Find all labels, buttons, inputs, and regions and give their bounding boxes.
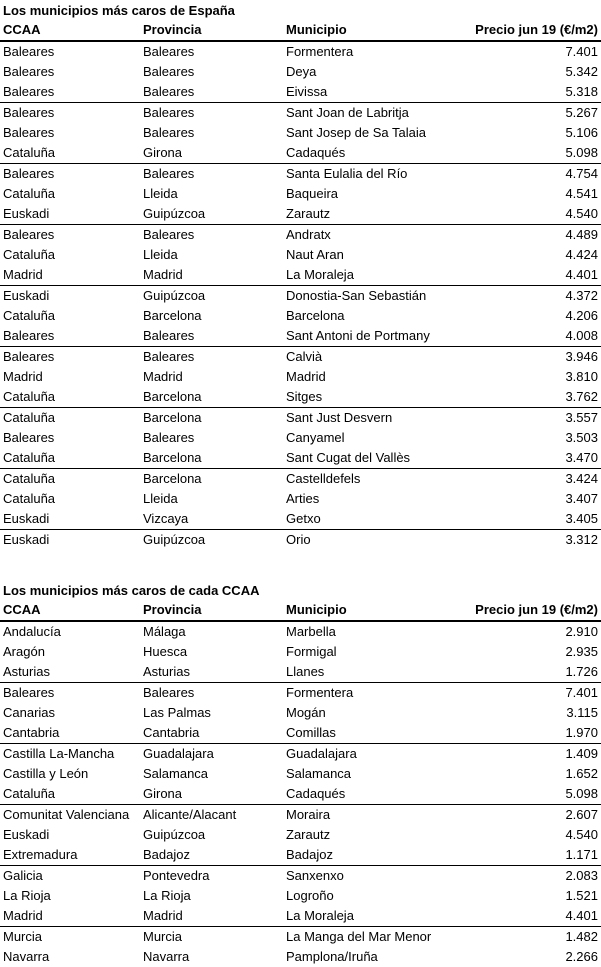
cell-ccaa: Cataluña <box>0 143 143 164</box>
cell-provincia: Lleida <box>143 186 178 201</box>
table-row <box>0 82 601 103</box>
cell-municipio: Andratx <box>286 227 331 242</box>
cell-municipio: Cadaqués <box>286 784 471 805</box>
cell-provincia: Baleares <box>143 349 195 364</box>
cell-ccaa: Euskadi <box>3 827 50 842</box>
table-row <box>0 408 601 429</box>
table-row <box>0 62 601 82</box>
cell-provincia: Salamanca <box>143 766 209 781</box>
cell-municipio: Cadaqués <box>286 143 471 164</box>
cell-precio: 4.541 <box>565 186 598 201</box>
cell-provincia: Badajoz <box>143 845 286 866</box>
table-row <box>0 703 601 723</box>
cell-provincia: Guipúzcoa <box>143 827 206 842</box>
cell-provincia: Huesca <box>143 644 188 659</box>
cell-municipio: Llanes <box>286 662 471 683</box>
cell-precio: 2.083 <box>565 868 598 883</box>
cell-provincia: Baleares <box>143 166 195 181</box>
table-row <box>0 469 601 490</box>
cell-provincia: Barcelona <box>143 448 286 469</box>
cell-precio: 5.098 <box>471 143 601 164</box>
table-row <box>0 164 601 185</box>
cell-municipio: Logroño <box>286 888 334 903</box>
cell-provincia: Pontevedra <box>143 868 210 883</box>
cell-precio: 1.171 <box>471 845 601 866</box>
table-row <box>0 845 601 866</box>
cell-provincia: Baleares <box>143 64 195 79</box>
table-row <box>0 784 601 805</box>
cell-precio: 4.489 <box>565 227 598 242</box>
cell-municipio: Sant Joan de Labritja <box>286 105 409 120</box>
cell-ccaa: Galicia <box>3 868 43 883</box>
table-row <box>0 530 601 551</box>
cell-precio: 3.470 <box>471 448 601 469</box>
cell-provincia: Girona <box>143 784 286 805</box>
cell-provincia: Murcia <box>143 929 183 944</box>
table-row <box>0 642 601 662</box>
cell-precio: 3.810 <box>565 369 598 384</box>
cell-ccaa: Baleares <box>3 125 55 140</box>
table-row <box>0 866 601 887</box>
cell-municipio: Formentera <box>286 44 354 59</box>
cell-precio: 3.312 <box>565 532 598 547</box>
table-row <box>0 41 601 62</box>
table-row <box>0 886 601 906</box>
table-row <box>0 245 601 265</box>
cell-ccaa: Cataluña <box>3 410 56 425</box>
cell-ccaa: Murcia <box>3 929 43 944</box>
cell-municipio: Zarautz <box>286 204 471 225</box>
cell-provincia: Baleares <box>143 44 195 59</box>
cell-precio: 3.762 <box>471 387 601 408</box>
cell-ccaa: Baleares <box>3 64 55 79</box>
cell-provincia: Barcelona <box>143 387 286 408</box>
table-row <box>0 683 601 704</box>
cell-precio: 3.405 <box>471 509 601 530</box>
cell-municipio: Getxo <box>286 509 471 530</box>
cell-municipio: Naut Aran <box>286 247 344 262</box>
cell-precio: 4.401 <box>471 265 601 286</box>
cell-ccaa: Cataluña <box>3 471 56 486</box>
cell-precio: 3.407 <box>565 491 598 506</box>
cell-precio: 3.557 <box>565 410 598 425</box>
cell-municipio: Donostia-San Sebastián <box>286 288 427 303</box>
header-precio: Precio jun 19 (€/m2) <box>471 20 601 41</box>
cell-ccaa: Euskadi <box>0 509 143 530</box>
cell-ccaa: Aragón <box>3 644 45 659</box>
table-row <box>0 204 601 225</box>
cell-precio: 5.098 <box>471 784 601 805</box>
table1 <box>0 20 601 550</box>
cell-ccaa: La Rioja <box>3 888 51 903</box>
cell-precio: 4.424 <box>565 247 598 262</box>
cell-ccaa: Baleares <box>3 44 55 59</box>
cell-municipio: Santa Eulalia del Río <box>286 166 408 181</box>
cell-ccaa: Cataluña <box>0 448 143 469</box>
cell-ccaa: Euskadi <box>0 204 143 225</box>
cell-precio: 4.754 <box>565 166 598 181</box>
table-row <box>0 367 601 387</box>
cell-municipio: Formentera <box>286 685 354 700</box>
cell-provincia: Málaga <box>143 624 186 639</box>
cell-provincia: Navarra <box>143 949 190 964</box>
cell-municipio: Barcelona <box>286 308 345 323</box>
cell-municipio: Moraira <box>286 807 331 822</box>
cell-municipio: Calvià <box>286 349 323 364</box>
cell-provincia: Cantabria <box>143 723 286 744</box>
cell-provincia: Baleares <box>143 326 286 347</box>
table-row <box>0 184 601 204</box>
cell-provincia: Barcelona <box>143 410 202 425</box>
table-row <box>0 265 601 286</box>
table-row <box>0 906 601 927</box>
cell-provincia: Baleares <box>143 430 195 445</box>
table1-header-row <box>0 20 601 41</box>
cell-municipio: Deya <box>286 64 317 79</box>
cell-municipio: Arties <box>286 491 320 506</box>
cell-precio: 2.266 <box>565 949 598 964</box>
cell-provincia: Baleares <box>143 82 286 103</box>
cell-precio: 4.540 <box>565 827 598 842</box>
cell-municipio: Pamplona/Iruña <box>286 949 378 964</box>
cell-municipio: Castelldefels <box>286 471 361 486</box>
cell-provincia: Lleida <box>143 491 178 506</box>
cell-ccaa: Andalucía <box>3 624 61 639</box>
cell-municipio: Sant Cugat del Vallès <box>286 448 471 469</box>
cell-ccaa: Cataluña <box>0 784 143 805</box>
cell-provincia: Baleares <box>143 125 195 140</box>
header-provincia: Provincia <box>143 600 286 621</box>
cell-provincia: Lleida <box>143 247 178 262</box>
cell-precio: 7.401 <box>565 685 598 700</box>
cell-municipio: Badajoz <box>286 845 471 866</box>
cell-precio: 4.206 <box>565 308 598 323</box>
cell-precio: 4.008 <box>471 326 601 347</box>
cell-ccaa: Baleares <box>3 105 55 120</box>
cell-municipio: Sant Antoni de Portmany <box>286 326 471 347</box>
cell-precio: 3.946 <box>565 349 598 364</box>
cell-ccaa: Comunitat Valenciana <box>3 807 130 822</box>
table-row <box>0 764 601 784</box>
table-row <box>0 947 601 967</box>
cell-ccaa: Cataluña <box>3 247 56 262</box>
cell-ccaa: Cataluña <box>3 186 56 201</box>
cell-municipio: Orio <box>286 532 311 547</box>
table-row <box>0 225 601 246</box>
table-row <box>0 387 601 408</box>
cell-precio: 7.401 <box>565 44 598 59</box>
table1-title: Los municipios más caros de España <box>3 3 235 18</box>
cell-precio: 1.726 <box>471 662 601 683</box>
cell-municipio: Mogán <box>286 705 326 720</box>
cell-ccaa: Baleares <box>3 227 55 242</box>
cell-ccaa: Cantabria <box>0 723 143 744</box>
header-provincia: Provincia <box>143 20 286 41</box>
cell-municipio: Sanxenxo <box>286 868 344 883</box>
cell-municipio: Madrid <box>286 369 326 384</box>
cell-provincia: Guipúzcoa <box>143 204 286 225</box>
table-row <box>0 744 601 765</box>
cell-precio: 4.401 <box>471 906 601 927</box>
cell-precio: 3.424 <box>565 471 598 486</box>
cell-municipio: Eivissa <box>286 82 471 103</box>
table-row <box>0 825 601 845</box>
table2-header-row <box>0 600 601 621</box>
cell-provincia: Baleares <box>143 105 195 120</box>
cell-municipio: Sant Josep de Sa Talaia <box>286 125 426 140</box>
cell-ccaa: Cataluña <box>3 491 56 506</box>
cell-provincia: Las Palmas <box>143 705 211 720</box>
cell-municipio: Formigal <box>286 644 337 659</box>
table-row <box>0 347 601 368</box>
cell-precio: 5.267 <box>565 105 598 120</box>
cell-provincia: Madrid <box>143 265 286 286</box>
header-municipio: Municipio <box>286 600 471 621</box>
cell-municipio: La Manga del Mar Menor <box>286 929 432 944</box>
cell-ccaa: Madrid <box>0 265 143 286</box>
cell-provincia: La Rioja <box>143 888 191 903</box>
cell-municipio: Guadalajara <box>286 746 357 761</box>
cell-provincia: Baleares <box>143 227 195 242</box>
cell-provincia: Barcelona <box>143 471 202 486</box>
cell-ccaa: Euskadi <box>3 532 50 547</box>
cell-ccaa: Euskadi <box>3 288 50 303</box>
table-row <box>0 143 601 164</box>
header-precio: Precio jun 19 (€/m2) <box>471 600 601 621</box>
cell-precio: 1.652 <box>565 766 598 781</box>
table-row <box>0 286 601 307</box>
table-row <box>0 805 601 826</box>
cell-precio: 5.342 <box>565 64 598 79</box>
cell-ccaa: Baleares <box>3 685 55 700</box>
cell-municipio: Baqueira <box>286 186 339 201</box>
header-municipio: Municipio <box>286 20 471 41</box>
cell-ccaa: Baleares <box>0 82 143 103</box>
cell-precio: 5.318 <box>471 82 601 103</box>
cell-municipio: Sitges <box>286 387 471 408</box>
cell-provincia: Girona <box>143 143 286 164</box>
cell-precio: 5.106 <box>565 125 598 140</box>
cell-provincia: Baleares <box>143 685 195 700</box>
cell-precio: 3.115 <box>566 705 598 720</box>
cell-ccaa: Cataluña <box>3 308 56 323</box>
cell-provincia: Guipúzcoa <box>143 532 206 547</box>
cell-municipio: Sant Just Desvern <box>286 410 393 425</box>
cell-municipio: La Moraleja <box>286 265 471 286</box>
cell-provincia: Vizcaya <box>143 509 286 530</box>
cell-municipio: Zarautz <box>286 827 331 842</box>
table2-title: Los municipios más caros de cada CCAA <box>3 583 260 598</box>
cell-municipio: Salamanca <box>286 766 352 781</box>
cell-precio: 2.935 <box>565 644 598 659</box>
cell-provincia: Asturias <box>143 662 286 683</box>
cell-provincia: Guipúzcoa <box>143 288 206 303</box>
spacer <box>0 550 601 580</box>
cell-municipio: Canyamel <box>286 430 345 445</box>
cell-ccaa: Cataluña <box>0 387 143 408</box>
cell-ccaa: Baleares <box>0 326 143 347</box>
table2 <box>0 600 601 967</box>
table-row <box>0 927 601 948</box>
cell-precio: 1.970 <box>471 723 601 744</box>
cell-municipio: Marbella <box>286 624 336 639</box>
table-row <box>0 123 601 143</box>
cell-precio: 2.607 <box>565 807 598 822</box>
table-row <box>0 509 601 530</box>
table-row <box>0 428 601 448</box>
cell-ccaa: Castilla La-Mancha <box>3 746 115 761</box>
cell-ccaa: Baleares <box>3 349 55 364</box>
table-row <box>0 103 601 124</box>
cell-precio: 2.910 <box>565 624 598 639</box>
table-row <box>0 662 601 683</box>
table-row <box>0 448 601 469</box>
cell-provincia: Madrid <box>143 906 286 927</box>
cell-provincia: Barcelona <box>143 308 202 323</box>
cell-precio: 1.482 <box>565 929 598 944</box>
cell-precio: 4.540 <box>471 204 601 225</box>
cell-ccaa: Navarra <box>3 949 50 964</box>
cell-precio: 3.503 <box>565 430 598 445</box>
table-row <box>0 306 601 326</box>
cell-ccaa: Asturias <box>0 662 143 683</box>
cell-precio: 1.409 <box>565 746 598 761</box>
cell-ccaa: Baleares <box>3 166 55 181</box>
table-row <box>0 621 601 642</box>
table-row <box>0 326 601 347</box>
cell-precio: 4.372 <box>565 288 598 303</box>
cell-ccaa: Castilla y León <box>3 766 89 781</box>
table-row <box>0 723 601 744</box>
cell-provincia: Guadalajara <box>143 746 214 761</box>
table-row <box>0 489 601 509</box>
cell-ccaa: Canarias <box>3 705 56 720</box>
header-ccaa: CCAA <box>0 20 143 41</box>
cell-ccaa: Extremadura <box>0 845 143 866</box>
cell-ccaa: Madrid <box>3 369 43 384</box>
cell-precio: 1.521 <box>565 888 598 903</box>
header-ccaa: CCAA <box>0 600 143 621</box>
cell-provincia: Alicante/Alacant <box>143 807 237 822</box>
cell-provincia: Madrid <box>143 369 183 384</box>
cell-ccaa: Baleares <box>3 430 55 445</box>
cell-municipio: Comillas <box>286 723 471 744</box>
cell-municipio: La Moraleja <box>286 906 471 927</box>
cell-ccaa: Madrid <box>0 906 143 927</box>
